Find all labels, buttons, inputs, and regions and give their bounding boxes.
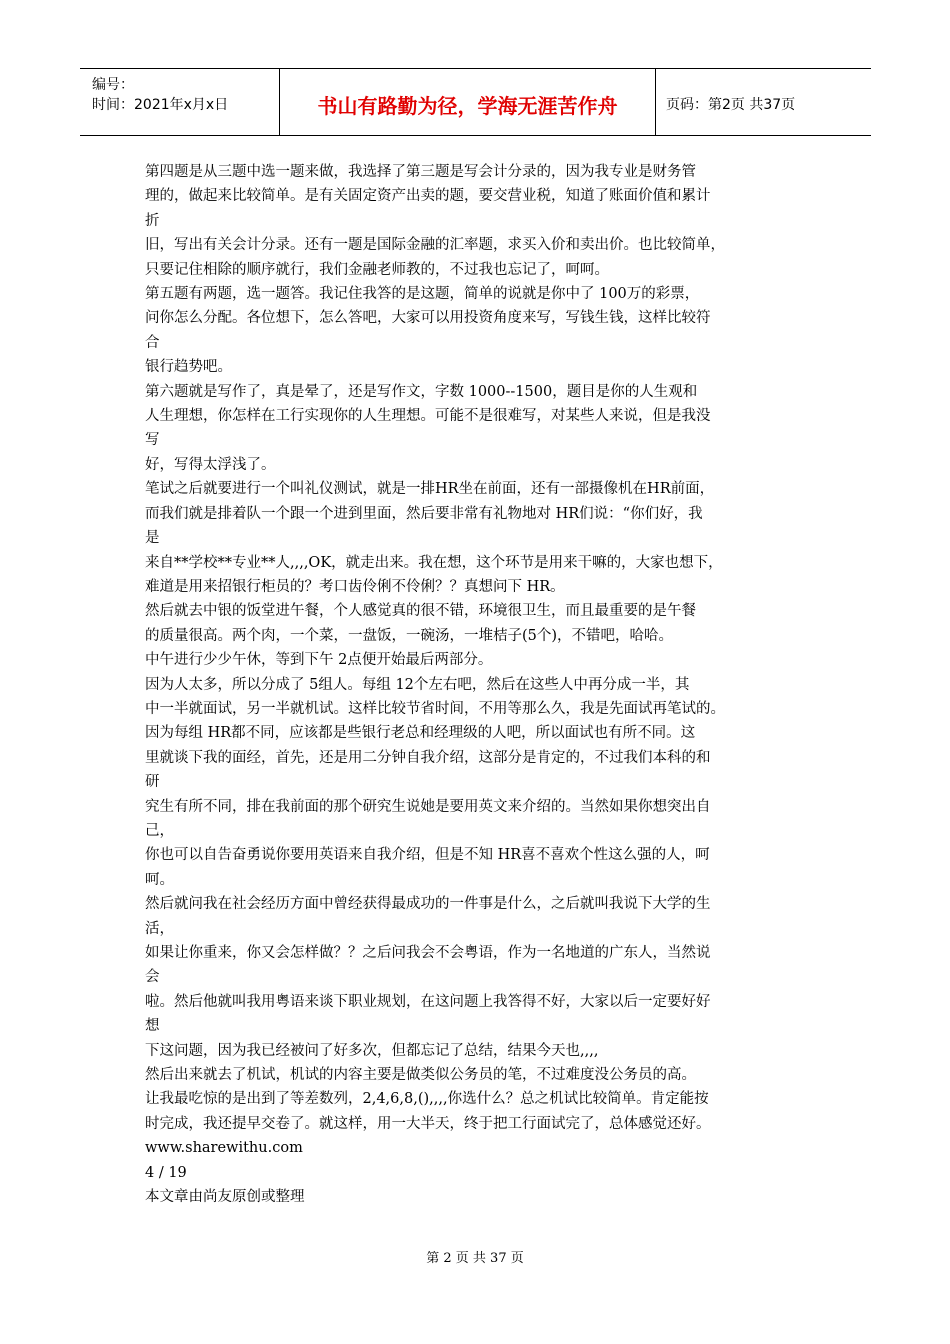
text-line: 写 [145, 432, 160, 449]
text-line: 啦。然后他就叫我用粤语来谈下职业规划，在这问题上我答得不好，大家以后一定要好好 [145, 993, 711, 1010]
document-body [145, 160, 810, 1209]
text-line: 你也可以自告奋勇说你要用英语来自我介绍，但是不知 HR喜不喜欢个性这么强的人，呵 [145, 847, 710, 864]
text-line: 己， [145, 822, 174, 839]
text-line: 好，写得太浮浅了。 [145, 456, 276, 473]
text-line: 因为人太多，所以分成了 5组人。每组 12个左右吧，然后在这些人中再分成一半，其 [145, 676, 690, 693]
text-line: 呵。 [145, 871, 174, 888]
text-line: 因为每组 HR都不同，应该都是些银行老总和经理级的人吧，所以面试也有所不同。这 [145, 725, 696, 742]
text-line: 想 [145, 1018, 160, 1035]
text-line: 中午进行少少午休，等到下午 2点便开始最后两部分。 [145, 652, 493, 669]
text-line: 让我最吃惊的是出到了等差数列，2,4,6,8,(),,,,你选什么？总之机试比较简单。肯定能按 [145, 1091, 709, 1108]
date-label: 时间：2021年x月x日 [92, 97, 229, 113]
text-line: 活， [145, 920, 174, 937]
text-line: 4 / 19 [145, 1164, 187, 1181]
text-line: 如果让你重来，你又会怎样做？？之后问我会不会粤语，作为一名地道的广东人，当然说 [145, 945, 711, 961]
text-line: 中一半就面试，另一半就机试。这样比较节省时间，不用等那么久，我是先面试再笔试的。 [145, 700, 725, 717]
text-line: 理的，做起来比较简单。是有关固定资产出卖的题，要交营业税，知道了账面价值和累计 [145, 188, 711, 205]
text-line: 折 [145, 212, 160, 229]
text-line: 的质量很高。两个肉，一个菜，一盘饭，一碗汤，一堆桔子(5个)，不错吧，哈哈。 [145, 627, 674, 644]
text-line: 研 [145, 774, 160, 791]
text-line: 问你怎么分配。各位想下，怎么答吧，大家可以用投资角度来写，写钱生钱，这样比较符 [145, 310, 711, 327]
text-line: 人生理想，你怎样在工行实现你的人生理想。可能不是很难写，对某些人来说，但是我没 [145, 408, 711, 425]
text-line: 笔试之后就要进行一个叫礼仪测试，就是一排HR坐在前面，还有一部摄像机在HR前面， [145, 481, 715, 498]
text-line: 然后就去中银的饭堂进午餐，个人感觉真的很不错，环境很卫生，而且最重要的是午餐 [145, 603, 696, 620]
header-motto: 书山有路勤为径，学海无涯苦作舟 [280, 69, 656, 135]
text-line: 而我们就是排着队一个跟一个进到里面，然后要非常有礼物地对 HR们说：“你们好，我 [145, 505, 703, 522]
text-line: 然后出来就去了机试，机试的内容主要是做类似公务员的笔，不过难度没公务员的高。 [145, 1067, 696, 1084]
text-line: 究生有所不同，排在我前面的那个研究生说她是要用英文来介绍的。当然如果你想突出自 [145, 798, 711, 815]
text-line: 来自**学校**专业**人,,,,OK，就走出来。我在想，这个环节是用来干嘛的，大家也想下， [145, 554, 723, 571]
header-page-label: 页码：第2页 共37页 [666, 97, 796, 113]
text-line: 第五题有两题，选一题答。我记住我答的是这题，简单的说就是你中了 100万的彩票， [145, 286, 700, 303]
text-line: 本文章由尚友原创或整理 [145, 1189, 305, 1206]
text-line: 银行趋势吧。 [145, 359, 232, 376]
text-line: www.sharewithu.com [145, 1140, 303, 1157]
text-line: 时完成，我还提早交卷了。就这样，用一大半天，终于把工行面试完了，总体感觉还好。 [145, 1115, 711, 1132]
text-line: 难道是用来招银行柜员的？考口齿伶俐不伶俐？？真想问下 HR。 [145, 578, 565, 595]
text-line: 第六题就是写作了，真是晕了，还是写作文，字数 1000--1500，题目是你的人生观和 [145, 383, 698, 400]
number-label: 编号： [92, 77, 134, 93]
header-meta [80, 69, 280, 135]
text-line: 只要记住相除的顺序就行，我们金融老师教的，不过我也忘记了，呵呵。 [145, 261, 609, 278]
text-line: 合 [145, 334, 160, 351]
text-line: 里就谈下我的面经，首先，还是用二分钟自我介绍，这部分是肯定的，不过我们本科的和 [145, 749, 711, 766]
text-line: 是 [145, 530, 160, 547]
text-line: 旧，写出有关会计分录。还有一题是国际金融的汇率题，求买入价和卖出价。也比较简单， [145, 237, 725, 254]
footer-page-number: 第 2 页 共 37 页 [426, 1251, 524, 1266]
text-line: 然后就问我在社会经历方面中曾经获得最成功的一件事是什么，之后就叫我说下大学的生 [145, 896, 711, 913]
text-line: 会 [145, 969, 160, 986]
text-line: 第四题是从三题中选一题来做，我选择了第三题是写会计分录的，因为我专业是财务管 [145, 164, 696, 180]
page-header [80, 68, 871, 136]
text-line: 下这问题，因为我已经被问了好多次，但都忘记了总结，结果今天也,,,, [145, 1042, 599, 1059]
